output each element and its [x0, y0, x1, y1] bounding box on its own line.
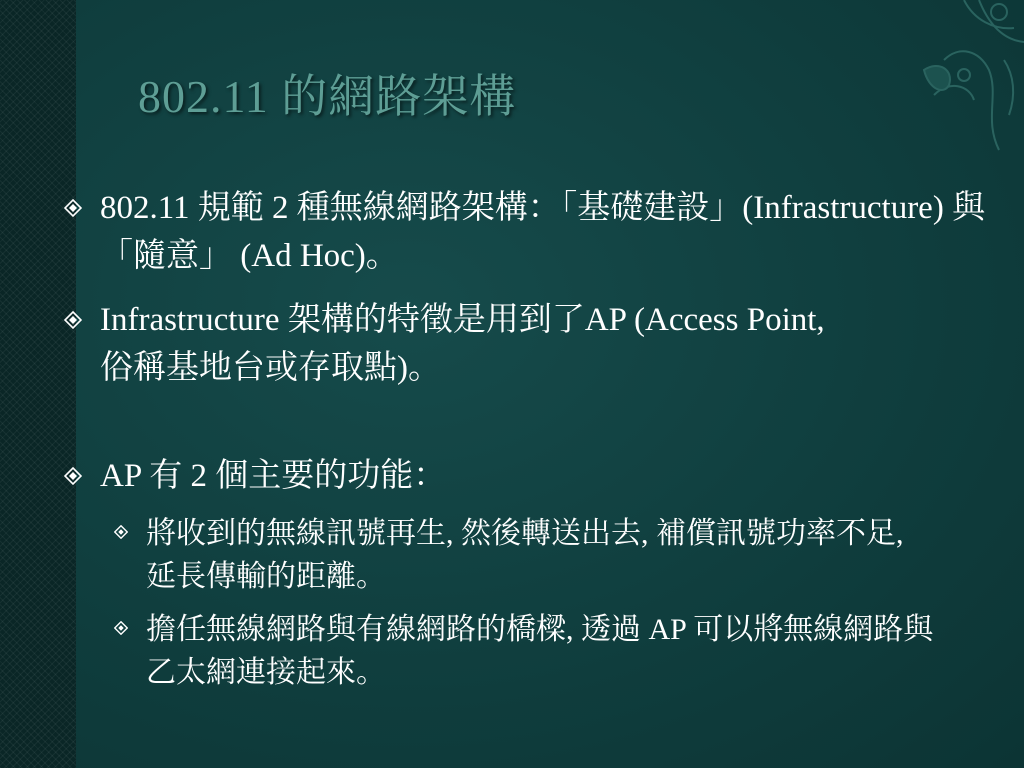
- slide-content-area: [76, 0, 1024, 768]
- bullet-text: Infrastructure 架構的特徵是用到了AP (Access Point, 俗稱基地台或存取點)。: [100, 302, 825, 386]
- sub-bullet-item: [114, 512, 940, 598]
- diamond-outline-icon: [64, 467, 82, 485]
- bullet-item: [64, 296, 840, 392]
- sub-bullet-text: 擔任無線網路與有線網路的橋樑, 透過 AP 可以將無線網路與乙太網連接起來。: [146, 613, 934, 689]
- diamond-outline-icon: [114, 621, 128, 635]
- diamond-outline-icon: [64, 311, 82, 329]
- bullet-text: 802.11 規範 2 種無線網路架構：「基礎建設」(Infrastructure) 與「隨意」 (Ad Hoc)。: [100, 190, 986, 274]
- slide-title: 802.11 的網路架構: [138, 71, 517, 122]
- bullet-text: AP 有 2 個主要的功能：: [100, 458, 447, 494]
- floral-ornament-icon: [904, 0, 1024, 160]
- sub-bullet-text: 將收到的無線訊號再生, 然後轉送出去, 補償訊號功率不足, 延長傳輸的距離。: [146, 517, 904, 593]
- diamond-outline-icon: [114, 525, 128, 539]
- diamond-outline-icon: [64, 199, 82, 217]
- bullet-item: [64, 452, 1000, 500]
- sub-bullet-item: [114, 608, 940, 694]
- bullet-item: [64, 184, 1008, 280]
